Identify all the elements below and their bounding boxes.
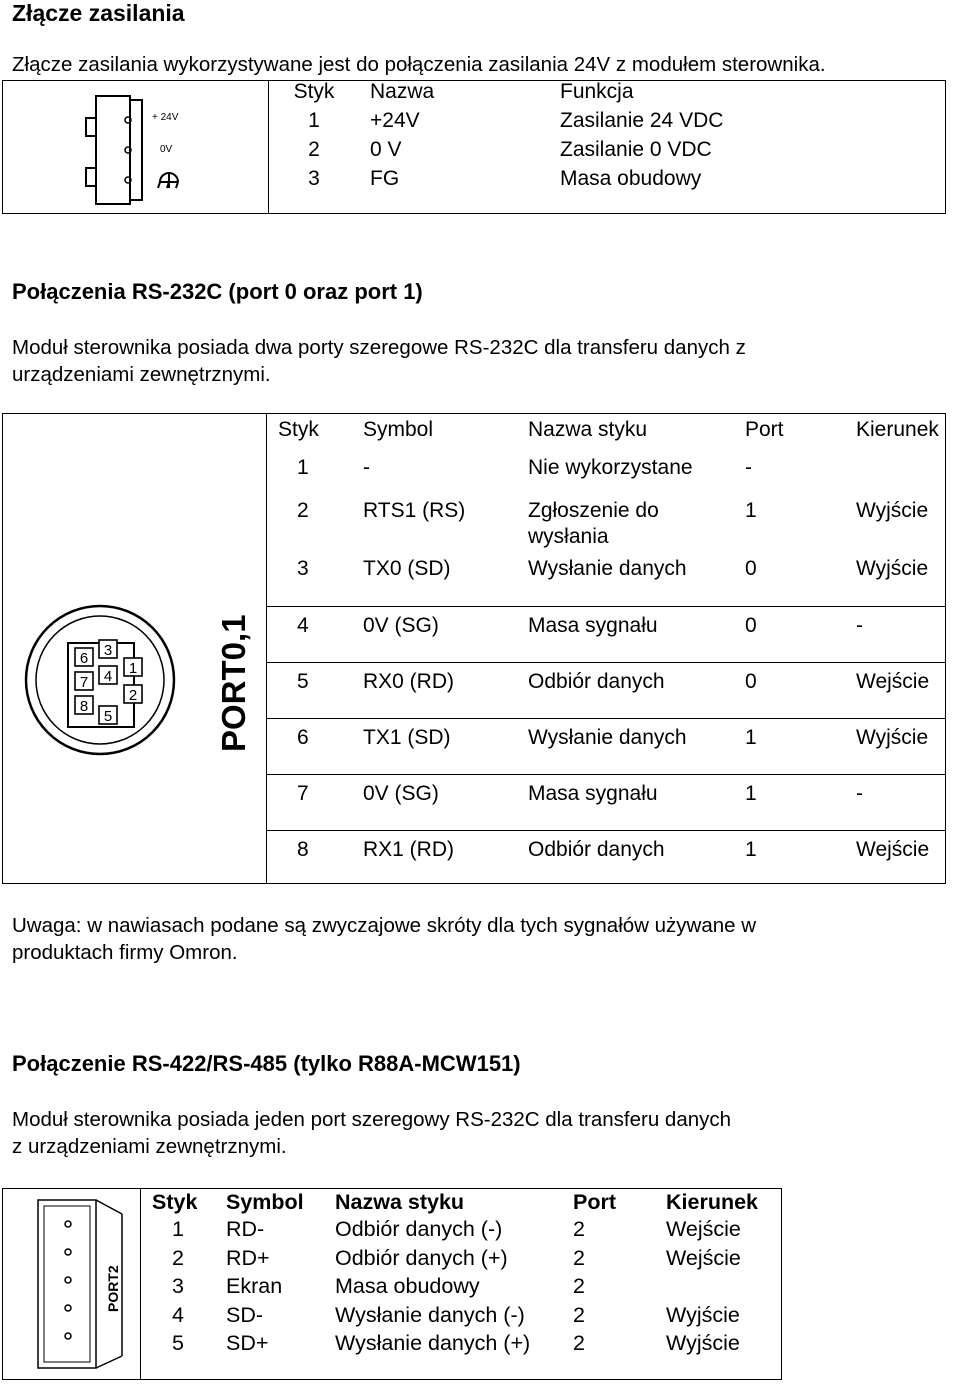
table-cell: 3 bbox=[297, 557, 309, 580]
table-cell: 3 bbox=[172, 1274, 184, 1298]
table-cell: Wyjście bbox=[666, 1302, 740, 1327]
table-cell: - bbox=[745, 456, 752, 479]
header-cell: Nazwa styku bbox=[528, 418, 648, 441]
table-row bbox=[266, 606, 946, 662]
label-24v: + 24V bbox=[152, 112, 179, 123]
header-cell: Styk bbox=[152, 1190, 198, 1214]
table-cell: 2 bbox=[172, 1245, 184, 1270]
header-cell: Symbol bbox=[363, 418, 434, 441]
table-cell: Ekran bbox=[226, 1274, 283, 1298]
table-row bbox=[266, 774, 946, 830]
table-cell: Masa obudowy bbox=[335, 1274, 480, 1298]
table-row bbox=[140, 1303, 782, 1332]
table-cell: 0V (SG) bbox=[363, 613, 439, 637]
table-cell: - bbox=[856, 613, 863, 637]
header-cell: Styk bbox=[293, 80, 335, 103]
table-cell: Odbiór danych (-) bbox=[335, 1217, 503, 1241]
table-cell: Masa obudowy bbox=[560, 167, 702, 190]
text-line: produktach firmy Omron. bbox=[12, 941, 238, 964]
table-cell: +24V bbox=[370, 109, 420, 132]
table-cell: RX1 (RD) bbox=[363, 837, 455, 861]
pin-label: 2 bbox=[128, 687, 138, 704]
table-row bbox=[266, 492, 946, 550]
table-cell: Wejście bbox=[666, 1217, 741, 1241]
table-cell: Odbiór danych (+) bbox=[335, 1245, 508, 1270]
table-row bbox=[266, 662, 946, 718]
table-cell: Wejście bbox=[666, 1245, 741, 1270]
table-cell: RD+ bbox=[226, 1245, 270, 1270]
text-line: urządzeniami zewnętrznymi. bbox=[12, 363, 271, 386]
table-cell: Odbiór danych bbox=[528, 837, 665, 861]
table-cell: Zasilanie 0 VDC bbox=[560, 138, 712, 161]
table-cell: 1 bbox=[297, 456, 309, 479]
table-cell: Nie wykorzystane bbox=[528, 456, 693, 479]
table-cell: Wyjście bbox=[856, 499, 929, 522]
table-row bbox=[268, 167, 946, 214]
port-label: PORT0,1 bbox=[215, 614, 252, 752]
table-cell: Wyjście bbox=[666, 1331, 740, 1355]
table-cell: 7 bbox=[297, 781, 309, 805]
table-cell: SD- bbox=[226, 1302, 264, 1327]
table-row bbox=[140, 1274, 782, 1303]
table-cell: 0 bbox=[745, 613, 757, 637]
section-title-rs232: Połączenia RS-232C (port 0 oraz port 1) bbox=[12, 279, 423, 304]
pin-label: 7 bbox=[79, 674, 89, 691]
table-cell: Masa sygnału bbox=[528, 781, 658, 805]
table-cell: 4 bbox=[297, 613, 309, 637]
table-row bbox=[140, 1331, 782, 1360]
table-cell: 4 bbox=[172, 1302, 184, 1327]
table-cell: Zasilanie 24 VDC bbox=[560, 109, 724, 132]
table-cell: 2 bbox=[308, 138, 320, 161]
table-cell: 0 bbox=[745, 669, 757, 693]
table-cell: 5 bbox=[297, 669, 309, 693]
table-cell: Odbiór danych bbox=[528, 669, 665, 693]
table-cell: 2 bbox=[573, 1274, 585, 1298]
table-cell: SD+ bbox=[226, 1331, 269, 1355]
table-header-row bbox=[268, 80, 946, 109]
table-cell bbox=[666, 1274, 782, 1303]
table-cell: FG bbox=[370, 167, 400, 190]
table-row bbox=[268, 138, 946, 167]
table-cell: 1 bbox=[745, 725, 757, 749]
table-cell bbox=[845, 453, 946, 492]
header-cell: Funkcja bbox=[560, 80, 634, 103]
table-cell: Zgłoszenie do wysłania bbox=[528, 499, 659, 548]
table-cell: RD- bbox=[226, 1217, 265, 1241]
table-cell: Wejście bbox=[856, 669, 930, 693]
table-cell: 0V (SG) bbox=[363, 781, 439, 805]
header-cell: Port bbox=[573, 1190, 616, 1214]
table-row bbox=[140, 1217, 782, 1246]
power-description: Złącze zasilania wykorzystywane jest do połączenia zasilania 24V z modułem sterownika. bbox=[12, 53, 826, 76]
table-row bbox=[266, 550, 946, 606]
rs422-description bbox=[12, 1106, 942, 1160]
header-cell: Kierunek bbox=[666, 1190, 759, 1214]
table-cell: 1 bbox=[745, 781, 757, 805]
port-label: PORT2 bbox=[105, 1265, 121, 1312]
table-row bbox=[266, 830, 946, 886]
label-0v: 0V bbox=[160, 144, 173, 155]
table-header-row bbox=[140, 1188, 782, 1217]
table-cell: Masa sygnału bbox=[528, 613, 658, 637]
table-cell: 6 bbox=[297, 725, 309, 749]
table-cell: 2 bbox=[573, 1302, 585, 1327]
table-cell: Wysłanie danych bbox=[528, 557, 687, 580]
table-cell: TX0 (SD) bbox=[363, 557, 451, 580]
rs422-table bbox=[140, 1188, 782, 1360]
table-row bbox=[266, 453, 946, 492]
section-title-rs422: Połączenie RS-422/RS-485 (tylko R88A-MCW151) bbox=[12, 1051, 521, 1076]
table-cell: 1 bbox=[745, 837, 757, 861]
header-cell: Port bbox=[745, 418, 784, 441]
power-connector-diagram bbox=[80, 88, 200, 208]
table-cell: 1 bbox=[745, 499, 757, 522]
table-cell: TX1 (SD) bbox=[363, 725, 451, 749]
pin-label: 6 bbox=[79, 650, 89, 667]
power-table bbox=[268, 80, 946, 214]
table-cell: 0 V bbox=[370, 138, 402, 161]
header-cell: Nazwa bbox=[370, 80, 435, 103]
pin-label: 3 bbox=[103, 642, 113, 659]
table-cell: - bbox=[856, 781, 863, 805]
text-line: Moduł sterownika posiada dwa porty szeregowe RS-232C dla transferu danych z bbox=[12, 336, 746, 359]
table-cell: 1 bbox=[308, 109, 320, 132]
header-cell: Kierunek bbox=[856, 418, 939, 441]
rs422-connector-diagram bbox=[30, 1194, 134, 1374]
table-cell: 2 bbox=[573, 1217, 585, 1241]
pin-label: 4 bbox=[103, 668, 113, 685]
rs232-table bbox=[266, 413, 946, 886]
table-cell: 8 bbox=[297, 837, 309, 861]
text-line: Uwaga: w nawiasach podane są zwyczajowe skróty dla tych sygnałów używane w bbox=[12, 914, 757, 937]
table-cell: Wyjście bbox=[856, 557, 929, 580]
rs232-note bbox=[12, 912, 942, 966]
header-cell: Symbol bbox=[226, 1190, 304, 1214]
table-cell: Wysłanie danych bbox=[528, 725, 687, 749]
table-cell: 1 bbox=[172, 1217, 184, 1241]
table-cell: 2 bbox=[573, 1245, 585, 1270]
header-cell: Nazwa styku bbox=[335, 1190, 465, 1214]
table-row bbox=[140, 1246, 782, 1275]
table-cell: Wejście bbox=[856, 837, 930, 861]
table-cell: Wysłanie danych (-) bbox=[335, 1302, 525, 1327]
section-title-power: Złącze zasilania bbox=[12, 0, 185, 26]
text-line: Moduł sterownika posiada jeden port szeregowy RS-232C dla transferu danych bbox=[12, 1108, 732, 1131]
pin-label: 5 bbox=[103, 708, 113, 725]
table-cell: - bbox=[363, 456, 370, 479]
pin-label: 1 bbox=[128, 660, 138, 677]
rs232-description bbox=[12, 334, 942, 388]
table-row bbox=[268, 109, 946, 138]
table-row bbox=[266, 718, 946, 774]
pin-label: 8 bbox=[79, 698, 89, 715]
table-cell: 0 bbox=[745, 557, 757, 580]
table-cell: RX0 (RD) bbox=[363, 669, 455, 693]
table-cell: 2 bbox=[297, 499, 309, 522]
table-cell: Wyjście bbox=[856, 725, 929, 749]
table-cell: 3 bbox=[308, 167, 320, 190]
table-cell: Wysłanie danych (+) bbox=[335, 1331, 531, 1355]
table-cell: RTS1 (RS) bbox=[363, 499, 466, 522]
table-header-row bbox=[266, 413, 946, 453]
rs232-connector-diagram bbox=[20, 596, 260, 764]
header-cell: Styk bbox=[278, 418, 319, 441]
text-line: z urządzeniami zewnętrznymi. bbox=[12, 1135, 287, 1158]
table-cell: 5 bbox=[172, 1331, 184, 1355]
table-cell: 2 bbox=[573, 1331, 585, 1355]
ground-icon bbox=[158, 173, 178, 188]
